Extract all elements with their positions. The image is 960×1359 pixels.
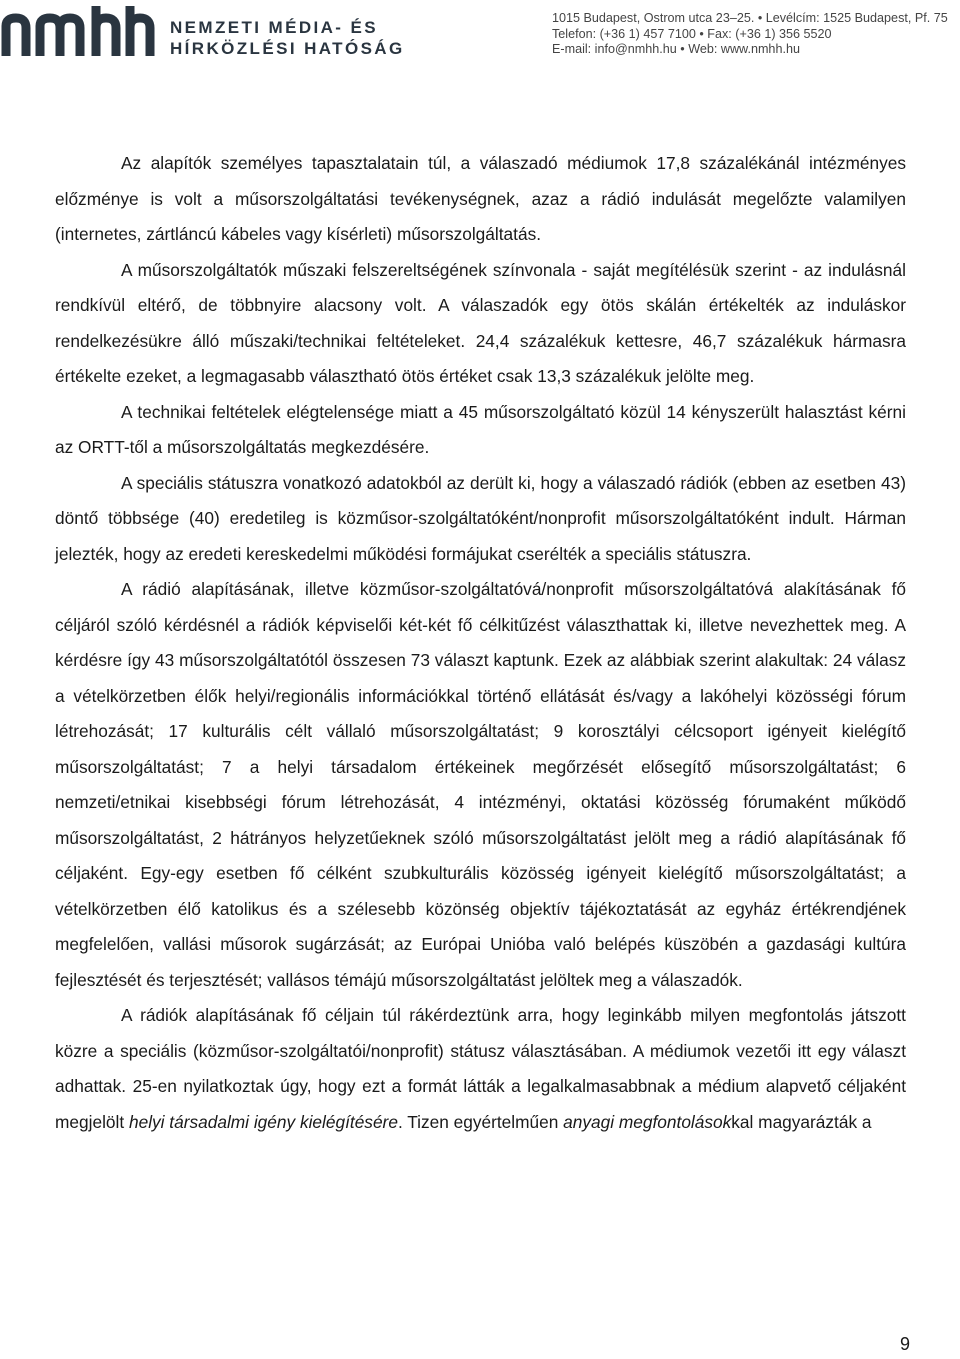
paragraph: Az alapítók személyes tapasztalatain túl, a válaszadó médiumok 17,8 százalékánál intézményes előzménye is volt a műsorszolgáltatási tevékenységnek, azaz a rádió indulását megelőzte valamilyen (internetes, zártláncú kábeles vagy kísérleti) műsorszolgáltatás. (55, 153, 906, 244)
letterhead (0, 0, 960, 75)
paragraph: A speciális státuszra vonatkozó adatokból az derült ki, hogy a válaszadó rádiók (ebben az esetben 43) döntő többsége (40) eredetileg is közműsor-szolgáltatóként/nonprofit műsorszolgáltatóként indult. Hárman jelezték, hogy az eredeti kereskedelmi működési formájukat cserélték a speciális státuszra. (55, 472, 906, 564)
contact-info (552, 11, 960, 58)
paragraph: A rádió alapításának, illetve közműsor-szolgáltatóvá/nonprofit műsorszolgáltatóvá alakításának fő céljáról szóló kérdésnél a rádiók képviselői két-két fő célkitűzést választhattak ki, illetve nevezhettek meg. A kérdésre így 43 műsorszolgáltatótól összesen 73 választ kaptunk. Ezek az alábbiak szerint alakultak: 24 válasz a vételkörzetben élők helyi/regionális információkkal történő ellátását és/vagy a lakóhelyi közösségi fórum létrehozását; 17 kulturális célt vállaló műsorszolgáltatást; 9 korosztályi célcsoport igényeit kielégítő műsorszolgáltatást; 7 a helyi társadalom értékeinek megőrzését elősegítő műsorszolgáltatást; 6 nemzeti/etnikai kisebbségi fórum létrehozását, 4 intézményi, oktatási közösség fórumaként működő műsorszolgáltatást, 2 hátrányos helyzetűeknek szóló műsorszolgáltatást jelölt meg a rádió alapításának fő céljaként. Egy-egy esetben fő célként szubkulturális közösség igényeit kielégítő műsorszolgáltatást; a vételkörzetben élő katolikus és a szélesebb közönség objektív tájékoztatását az egyház értékrendjének megfelelően, vallási műsorok sugárzását; az Európai Unióba való belépés küszöbén a gazdasági kultúra fejlesztését és terjesztését; vallásos témájú műsorszolgáltatást jelöltek meg a válaszadók. (55, 579, 906, 990)
text-run: A rádiók alapításának fő céljain túl rákérdeztünk arra, hogy leginkább milyen megfontolás játszott közre a speciális (közműsor-szolgáltatói/nonprofit) státusz választásában. A médiumok vezetői itt egy választ adhattak. 25-en nyilatkoztak úgy, hogy ezt a formát látták a legalkalmasabbnak a médium alapvető céljaként megjelölt (55, 1005, 906, 1132)
contact-phone: Telefon: (+36 1) 457 7100 • Fax: (+36 1) 356 5520 (552, 26, 832, 41)
italic-phrase: anyagi megfontolások (563, 1111, 732, 1132)
org-name-line-2: HÍRKÖZLÉSI HATÓSÁG (170, 39, 405, 58)
italic-phrase: helyi társadalmi igény kielégítésére (128, 1111, 398, 1132)
paragraph: A műsorszolgáltatók műszaki felszereltségének színvonala - saját megítélésük szerint - az indulásnál rendkívül eltérő, de többnyire alacsony volt. A válaszadók egy ötös skálán értékelték az induláskor rendelkezésükre álló műszaki/technikai feltételeket. 24,4 százalékuk kettesre, 46,7 százalékuk hármasra értékelte ezeket, a legmagasabb választható ötös értéket csak 13,3 százalékuk jelölte meg. (55, 259, 906, 386)
text-run: kal magyarázták a (731, 1111, 872, 1132)
body-text (55, 146, 906, 1140)
text-run: . Tizen egyértelműen (397, 1111, 564, 1132)
contact-address: 1015 Budapest, Ostrom utca 23–25. • Levélcím: 1525 Budapest, Pf. 75 (552, 11, 948, 25)
paragraph: A technikai feltételek elégtelensége miatt a 45 műsorszolgáltató közül 14 kényszerült halasztást kérni az ORTT-től a műsorszolgáltatás megkezdésére. (55, 401, 906, 457)
page-number: 9 (899, 1334, 910, 1354)
organization-name (170, 17, 405, 59)
paragraph-last (55, 998, 906, 1140)
org-name-line-1: NEMZETI MÉDIA- ÉS (170, 18, 378, 37)
contact-email-web: E-mail: info@nmhh.hu • Web: www.nmhh.hu (552, 42, 800, 57)
nmhh-logo (0, 0, 160, 64)
